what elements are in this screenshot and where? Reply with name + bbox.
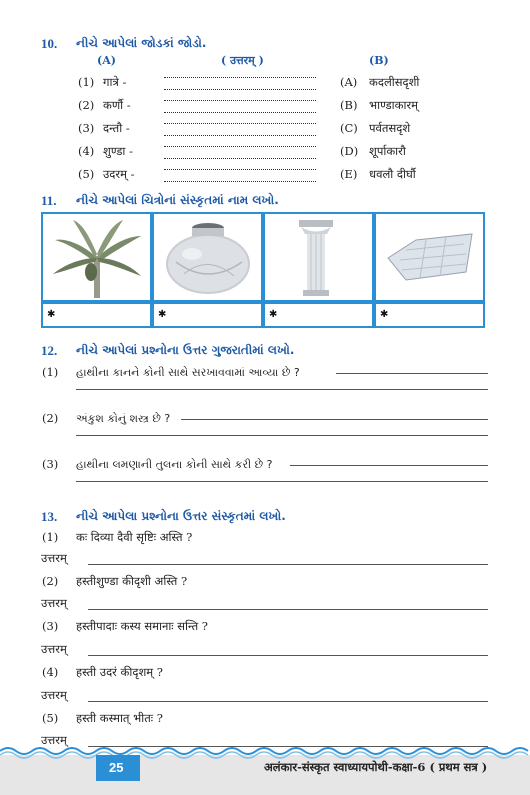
q10-row-a: कर्णौ - — [103, 98, 131, 112]
bullet-icon: ✱ — [269, 309, 278, 320]
q10-row-number: (5) — [78, 167, 95, 181]
q11-answer-box[interactable] — [152, 302, 263, 328]
q10-row-b-number: (C) — [340, 121, 358, 135]
q13-question: हस्ती उदरं कीदृशम् ? — [76, 665, 163, 679]
banana-tree-image — [41, 212, 152, 302]
q10-answer-line[interactable] — [164, 158, 316, 159]
q11-answer-box[interactable] — [41, 302, 152, 328]
q13-item-number: (1) — [42, 530, 59, 544]
q12-question: હાથીના લમણાની તુલના કોની સાથે કરી છે ? — [76, 458, 273, 471]
q10-row-number: (2) — [78, 98, 95, 112]
q10-row-a: उदरम् - — [103, 167, 135, 181]
q13-item-number: (3) — [42, 619, 59, 633]
pillar-image — [263, 212, 374, 302]
q10-row-a: दन्तौ - — [103, 121, 130, 135]
q12-question: હાથીના કાનને કોની સાથે સરખાવવામાં આવ્યા છે ? — [76, 366, 300, 379]
q10-row-a: शुण्डा - — [103, 144, 133, 158]
q12-item-number: (1) — [42, 365, 59, 379]
q10-row-b: धवलौ दीर्घौ — [369, 167, 416, 181]
q10-answer-line[interactable] — [164, 169, 316, 170]
q12-answer-line[interactable] — [76, 481, 488, 482]
q13-answer-label: उत्तरम् — [41, 596, 67, 610]
q10-answer-line[interactable] — [164, 135, 316, 136]
q10-row-b-number: (A) — [340, 75, 358, 89]
q10-answer-line[interactable] — [164, 89, 316, 90]
q13-question: हस्तीशुण्डा कीदृशी अस्ति ? — [76, 574, 188, 588]
q10-answer-line[interactable] — [164, 181, 316, 182]
clay-pot-icon — [154, 214, 261, 300]
page-number: 25 — [109, 760, 124, 775]
clay-pot-image — [152, 212, 263, 302]
q13-question: हस्ती कस्मात् भीतः ? — [76, 711, 163, 725]
q13-answer-label: उत्तरम् — [41, 688, 67, 702]
q10-answer-line[interactable] — [164, 123, 316, 124]
q10-row-b: भाण्डाकारम् — [369, 98, 419, 112]
q12-item-number: (3) — [42, 457, 59, 471]
q13-answer-line[interactable] — [88, 609, 488, 610]
q12-number: 12. — [41, 343, 58, 358]
q10-row-number: (3) — [78, 121, 95, 135]
winnowing-basket-image — [374, 212, 485, 302]
q10-answer-line[interactable] — [164, 77, 316, 78]
page-number-box — [96, 755, 140, 781]
q10-col-answer: ( उत्तरम् ) — [221, 54, 264, 67]
q12-answer-line[interactable] — [76, 389, 488, 390]
q10-col-b: (B) — [369, 54, 389, 67]
q12-answer-line[interactable] — [336, 373, 488, 374]
q13-item-number: (5) — [42, 711, 59, 725]
q13-item-number: (4) — [42, 665, 59, 679]
bullet-icon: ✱ — [380, 309, 389, 320]
q12-answer-line[interactable] — [290, 465, 488, 466]
q10-answer-line[interactable] — [164, 112, 316, 113]
q10-row-a: गात्रे - — [103, 75, 127, 89]
q10-row-b-number: (B) — [340, 98, 358, 112]
q11-title: નીચે આપેલાં ચિત્રોનાં સંસ્કૃતમાં નામ લખો. — [76, 193, 279, 207]
q13-question: हस्तीपादाः कस्य समानाः सन्ति ? — [76, 619, 208, 633]
q13-answer-line[interactable] — [88, 655, 488, 656]
q12-answer-line[interactable] — [76, 435, 488, 436]
q12-item-number: (2) — [42, 411, 59, 425]
q10-row-b-number: (D) — [340, 144, 359, 158]
q10-answer-line[interactable] — [164, 100, 316, 101]
q12-question: અંકુશ કોનું શસ્ત્ર છે ? — [76, 412, 171, 425]
q13-number: 13. — [41, 509, 58, 524]
q11-answer-box[interactable] — [374, 302, 485, 328]
wave-border-icon — [0, 743, 530, 759]
winnowing-basket-icon — [376, 214, 483, 300]
q10-row-number: (1) — [78, 75, 95, 89]
q10-row-b-number: (E) — [340, 167, 358, 181]
q13-answer-line[interactable] — [88, 701, 488, 702]
q10-answer-line[interactable] — [164, 146, 316, 147]
bullet-icon: ✱ — [158, 309, 167, 320]
q12-answer-line[interactable] — [181, 419, 488, 420]
banana-tree-icon — [43, 214, 150, 300]
q13-question: कः दिव्या दैवी सृष्टिः अस्ति ? — [76, 530, 193, 544]
q13-item-number: (2) — [42, 574, 59, 588]
q10-row-b: पर्वतसदृशे — [369, 121, 411, 135]
q13-answer-label: उत्तरम् — [41, 551, 67, 565]
q10-title: નીચે આપેલાં જોડકાં જોડો. — [76, 36, 207, 50]
q13-answer-line[interactable] — [88, 564, 488, 565]
q11-answer-box[interactable] — [263, 302, 374, 328]
q12-title: નીચે આપેલાં પ્રશ્નોના ઉત્તર ગુજરાતીમાં લખો. — [76, 343, 295, 357]
bullet-icon: ✱ — [47, 309, 56, 320]
q10-col-a: (A) — [97, 54, 116, 67]
pillar-icon — [265, 214, 372, 300]
q13-answer-label: उत्तरम् — [41, 642, 67, 656]
q11-number: 11. — [41, 193, 57, 208]
q13-title: નીચે આપેલા પ્રશ્નોના ઉત્તર સંસ્કૃતમાં લખો. — [76, 509, 286, 523]
q13-answer-label: उत्तरम् — [41, 733, 67, 747]
q10-row-b: शूर्पाकारौ — [369, 144, 406, 158]
q10-row-b: कदलीसदृशी — [369, 75, 420, 89]
book-title: अलंकार-संस्कृत स्वाध्यायपोथी-कक्षा-6 ( प्रथम सत्र ) — [264, 760, 488, 774]
q10-row-number: (4) — [78, 144, 95, 158]
q10-number: 10. — [41, 36, 58, 51]
